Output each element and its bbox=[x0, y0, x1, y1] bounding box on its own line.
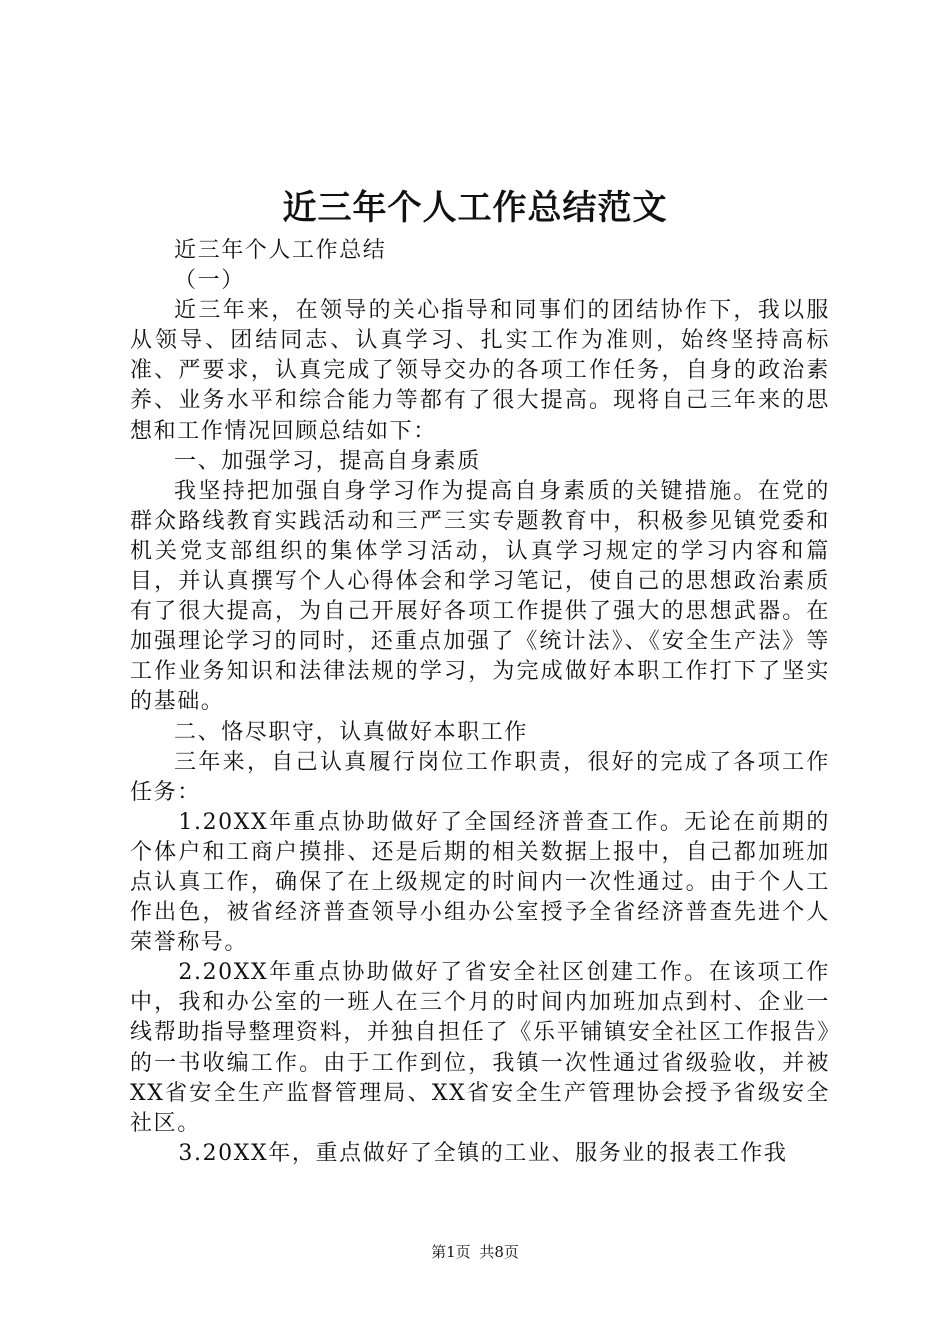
subtitle-paragraph: 近三年个人工作总结 bbox=[174, 238, 387, 263]
item-3-paragraph: 3.20XX年，重点做好了全镇的工业、服务业的报表工作我 bbox=[178, 1140, 788, 1166]
document-title: 近三年个人工作总结范文 bbox=[282, 188, 668, 228]
page-footer bbox=[0, 1242, 950, 1262]
item-1-paragraph: 1.20XX年重点协助做好了全国经济普查工作。无论在前期的个体户和工商户摸排、还是后期的相关数据上报中，自己都加班加点认真工作，确保了在上级规定的时间内一次性通过。由于个人工作出色，被省经济普查领导小组办公室授予全省经济普查先进个人荣誉称号。 bbox=[130, 809, 830, 956]
page-total: 共8页 bbox=[479, 1243, 519, 1261]
study-paragraph: 我坚持把加强自身学习作为提高自身素质的关键措施。在党的群众路线教育实践活动和三严三实专题教育中，积极参见镇党委和机关党支部组织的集体学习活动，认真学习规定的学习内容和篇目，并认真撰写个人心得体会和学习笔记，使自己的思想政治素质有了很大提高，为自己开展好各项工作提供了强大的思想武器。在加强理论学习的同时，还重点加强了《统计法》、《安全生产法》等工作业务知识和法律法规的学习，为完成做好本职工作打下了坚实的基础。 bbox=[130, 478, 830, 715]
duties-intro-paragraph: 三年来，自己认真履行岗位工作职责，很好的完成了各项工作任务： bbox=[130, 749, 830, 805]
heading-study: 一、加强学习，提高自身素质 bbox=[174, 448, 481, 474]
item-2-paragraph: 2.20XX年重点协助做好了省安全社区创建工作。在该项工作中，我和办公室的一班人在三个月的时间内加班加点到村、企业一线帮助指导整理资料，并独自担任了《乐平铺镇安全社区工作报告》的一书收编工作。由于工作到位，我镇一次性通过省级验收，并被XX省安全生产监督管理局、XX省安全生产管理协会授予省级安全社区。 bbox=[130, 960, 830, 1136]
page-number: 第1页 bbox=[431, 1243, 471, 1261]
intro-paragraph: 近三年来，在领导的关心指导和同事们的团结协作下，我以服从领导、团结同志、认真学习、扎实工作为准则，始终坚持高标准、严要求，认真完成了领导交办的各项工作任务，自身的政治素养、业务水平和综合能力等都有了很大提高。现将自己三年来的思想和工作情况回顾总结如下： bbox=[130, 298, 830, 444]
heading-duties: 二、恪尽职守，认真做好本职工作 bbox=[174, 719, 529, 745]
section-number-paragraph: （一） bbox=[174, 268, 245, 294]
document-body bbox=[130, 236, 830, 1169]
